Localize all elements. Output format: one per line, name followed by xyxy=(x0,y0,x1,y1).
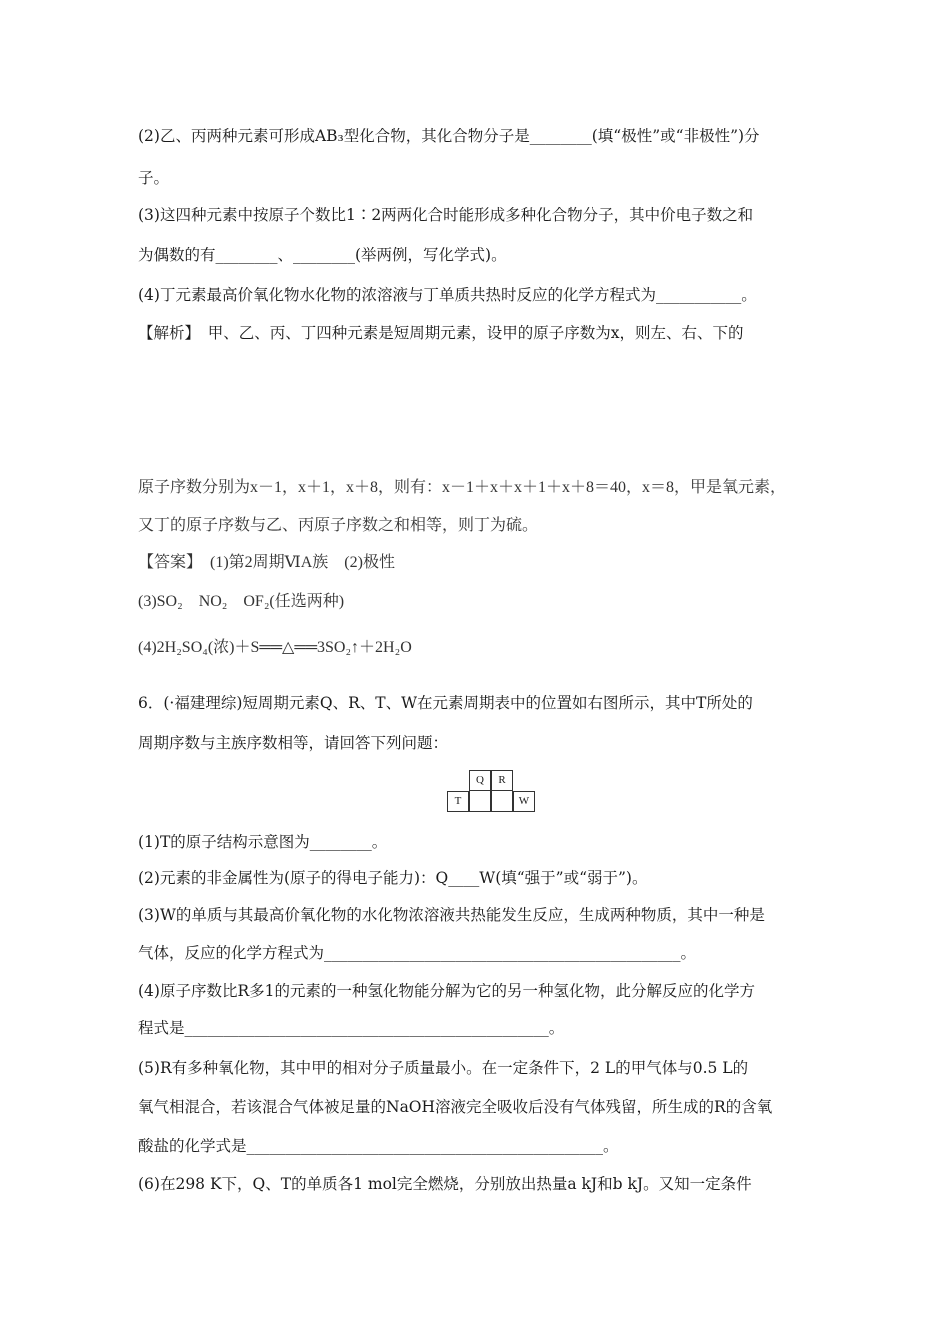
text-line: 酸盐的化学式是______________________________________________。 xyxy=(138,1137,619,1155)
analysis-heading: 【解析】 甲、乙、丙、丁四种元素是短周期元素，设甲的原子序数为x，则左、右、下的 xyxy=(138,324,744,342)
text-line: 氧气相混合，若该混合气体被足量的NaOH溶液完全吸收后没有气体残留，所生成的R的含氧 xyxy=(138,1098,773,1116)
cell-w: W xyxy=(513,791,535,812)
text-line: (2)乙、丙两种元素可形成AB₃型化合物，其化合物分子是________(填“极性”或“非极性”)分 xyxy=(138,127,760,145)
text-line: 程式是_______________________________________________。 xyxy=(138,1019,565,1037)
cell-empty xyxy=(469,791,491,812)
periodic-table-diagram xyxy=(447,770,537,814)
answer-equation: (4)2H₂SO₄(浓)＋S══△══3SO₂↑＋2H₂O xyxy=(138,639,412,656)
text-line: (3)W的单质与其最高价氧化物的水化物浓溶液共热能发生反应，生成两种物质，其中一种是 xyxy=(138,906,765,924)
text-line: 子。 xyxy=(138,169,170,187)
cell-empty xyxy=(491,791,513,812)
cell-r: R xyxy=(491,770,513,791)
text-line: (5)R有多种氧化物，其中甲的相对分子质量最小。在一定条件下，2 L的甲气体与0.5 L的 xyxy=(138,1059,749,1077)
text-line: (3)这四种元素中按原子个数比1∶2两两化合时能形成多种化合物分子，其中价电子数之和 xyxy=(138,206,754,224)
cell-t: T xyxy=(447,791,469,812)
answer-text: (3)SO₂ NO₂ OF₂(任选两种) xyxy=(138,593,345,610)
text-line: 气体，反应的化学方程式为______________________________________________。 xyxy=(138,944,697,962)
text-line: 为偶数的有________、________(举两例，写化学式)。 xyxy=(138,246,507,264)
text-line: (4)丁元素最高价氧化物水化物的浓溶液与丁单质共热时反应的化学方程式为___________。 xyxy=(138,286,757,304)
text-line: (1)T的原子结构示意图为________。 xyxy=(138,833,388,851)
text-line: (4)原子序数比R多1的元素的一种氢化物能分解为它的另一种氢化物，此分解反应的化学方 xyxy=(138,982,755,1000)
cell-q: Q xyxy=(469,770,491,791)
answer-heading: 【答案】 (1)第2周期ⅥA族 (2)极性 xyxy=(138,554,395,571)
text-line: (2)元素的非金属性为(原子的得电子能力)：Q____W(填“强于”或“弱于”)。 xyxy=(138,869,648,887)
text-line: 周期序数与主族序数相等，请回答下列问题： xyxy=(138,734,449,752)
question-6-title: 6．(·福建理综)短周期元素Q、R、T、W在元素周期表中的位置如右图所示，其中T所处的 xyxy=(138,694,753,712)
analysis-text: 又丁的原子序数与乙、丙原子序数之和相等，则丁为硫。 xyxy=(138,517,539,534)
text-line: (6)在298 K下，Q、T的单质各1 mol完全燃烧，分别放出热量a kJ和b kJ。又知一定条件 xyxy=(138,1175,752,1193)
analysis-text: 原子序数分别为x－1，x＋1，x＋8，则有：x－1＋x＋x＋1＋x＋8＝40，x＝8，甲是氧元素， xyxy=(138,479,787,496)
